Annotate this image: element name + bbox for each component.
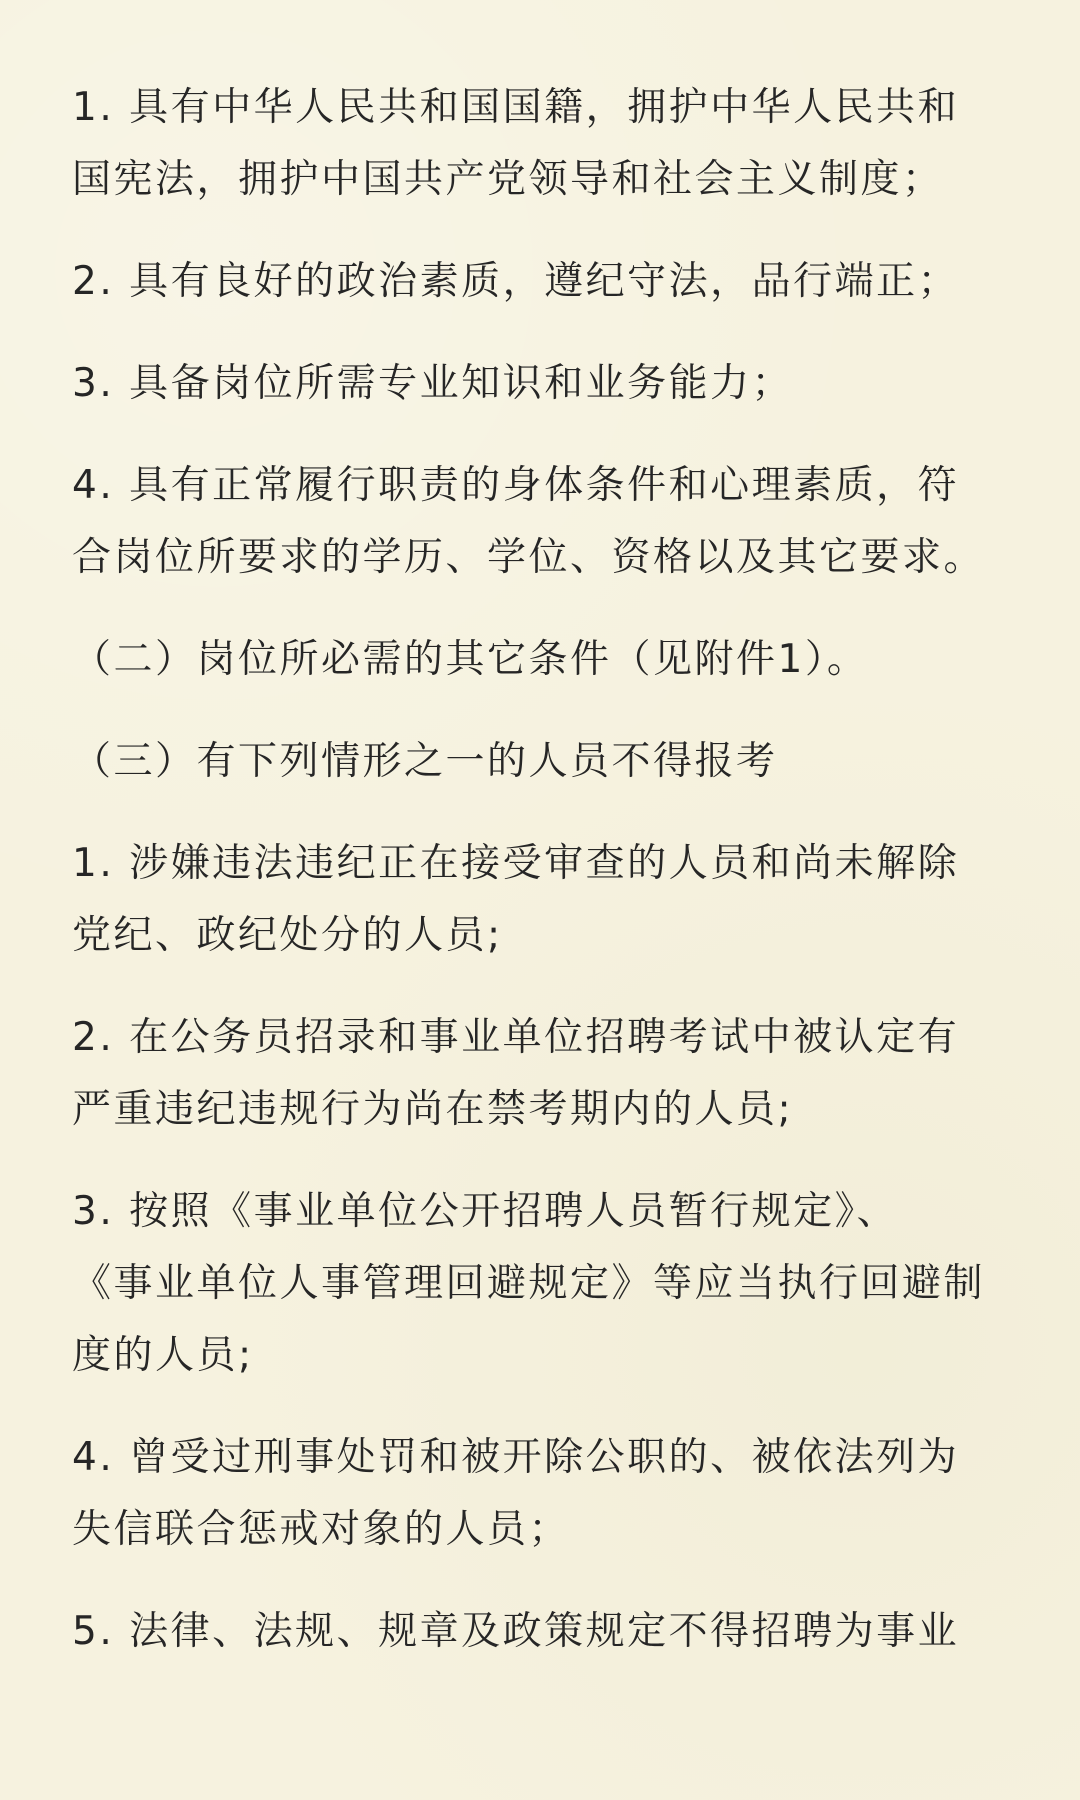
text-line: 2. 在公务员招录和事业单位招聘考试中被认定有 [72,1015,960,1060]
text-line: （三）有下列情形之一的人员不得报考 [72,739,778,784]
section-2 [72,624,1010,696]
text-line: 1. 具有中华人民共和国国籍，拥护中华人民共和 [72,85,960,130]
text-line: 度的人员; [72,1333,254,1378]
exclusion-3 [72,1176,1010,1392]
text-line: 5. 法律、法规、规章及政策规定不得招聘为事业 [72,1609,960,1654]
requirement-2 [72,246,1010,318]
section-3 [72,726,1010,798]
text-line: 2. 具有良好的政治素质，遵纪守法，品行端正； [72,259,960,304]
exclusion-5 [72,1596,1010,1668]
text-line: 4. 具有正常履行职责的身体条件和心理素质，符 [72,463,960,508]
requirement-1 [72,72,1010,216]
text-line: 4. 曾受过刑事处罚和被开除公职的、被依法列为 [72,1435,960,1480]
text-line: 严重违纪违规行为尚在禁考期内的人员; [72,1087,794,1132]
text-line: 国宪法，拥护中国共产党领导和社会主义制度； [72,157,944,202]
text-line: 合岗位所要求的学历、学位、资格以及其它要求。 [72,535,986,580]
text-line: 3. 具备岗位所需专业知识和业务能力； [72,361,794,406]
exclusion-2 [72,1002,1010,1146]
exclusion-4 [72,1422,1010,1566]
text-line: 1. 涉嫌违法违纪正在接受审查的人员和尚未解除 [72,841,960,886]
requirement-3 [72,348,1010,420]
text-line: 《事业单位人事管理回避规定》等应当执行回避制 [72,1261,986,1306]
text-line: （二）岗位所必需的其它条件（见附件1）。 [72,637,869,682]
exclusion-1 [72,828,1010,972]
text-line: 党纪、政纪处分的人员; [72,913,503,958]
requirement-4 [72,450,1010,594]
text-line: 失信联合惩戒对象的人员； [72,1507,571,1552]
text-line: 3. 按照《事业单位公开招聘人员暂行规定》、 [72,1189,899,1234]
